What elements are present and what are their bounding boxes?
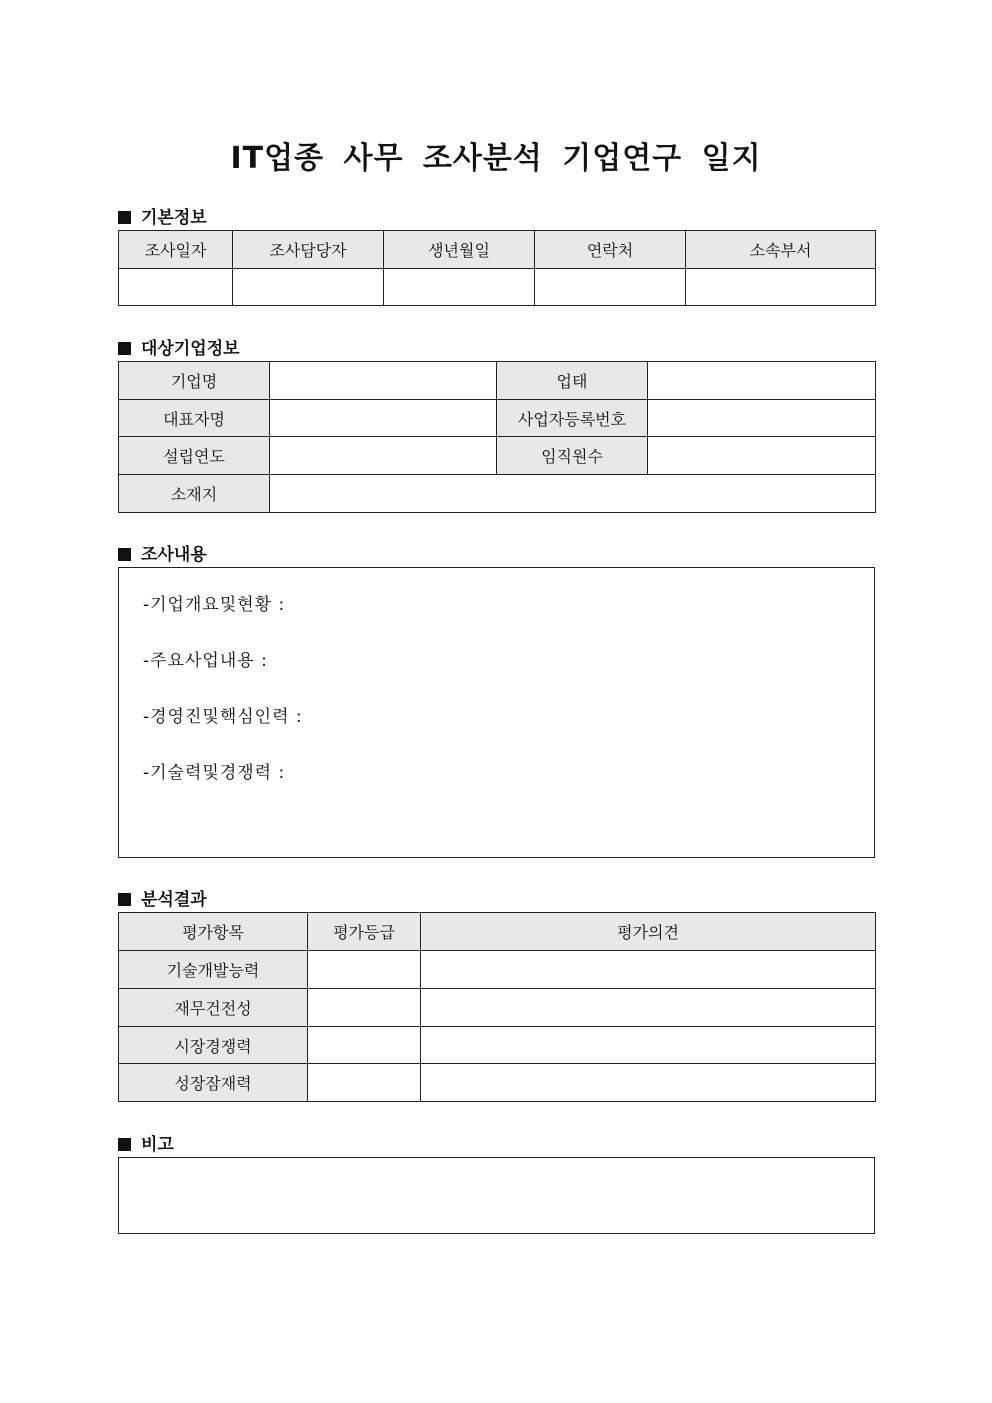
section-heading-result-label: 분석결과 xyxy=(141,890,207,910)
ceo-name-field[interactable] xyxy=(270,400,497,437)
eval-item-label: 시장경쟁력 xyxy=(119,1027,308,1064)
section-heading-note-label: 비고 xyxy=(141,1135,174,1155)
employees-field[interactable] xyxy=(648,437,876,475)
department-field[interactable] xyxy=(686,269,876,306)
content-line-management: -경영진및핵심인력 : xyxy=(143,707,303,727)
content-line-overview: -기업개요및현황 : xyxy=(143,595,286,615)
table-row xyxy=(119,989,876,1027)
birth-date-field[interactable] xyxy=(384,269,535,306)
square-bullet-icon xyxy=(118,1138,131,1151)
document-title: IT업종 사무 조사분석 기업연구 일지 xyxy=(230,141,762,176)
company-info-table xyxy=(118,361,876,513)
eval-opinion-field[interactable] xyxy=(421,1027,876,1064)
address-field[interactable] xyxy=(270,475,876,513)
section-heading-content-label: 조사내용 xyxy=(141,545,207,565)
registration-no-field[interactable] xyxy=(648,400,876,437)
table-row xyxy=(119,1027,876,1064)
basic-info-table xyxy=(118,230,876,306)
company-name-field[interactable] xyxy=(270,362,497,400)
eval-item-label: 성장잠재력 xyxy=(119,1064,308,1102)
label-employees: 임직원수 xyxy=(497,437,648,475)
eval-opinion-field[interactable] xyxy=(421,951,876,989)
label-founded-year: 설립연도 xyxy=(119,437,270,475)
surveyor-field[interactable] xyxy=(233,269,384,306)
section-heading-note xyxy=(118,1130,174,1155)
contact-field[interactable] xyxy=(535,269,686,306)
eval-grade-field[interactable] xyxy=(308,1064,421,1102)
section-heading-result xyxy=(118,885,207,910)
table-row xyxy=(119,1064,876,1102)
research-content-box[interactable] xyxy=(118,567,875,858)
header-birth-date: 생년월일 xyxy=(384,231,535,269)
header-department: 소속부서 xyxy=(686,231,876,269)
content-line-technology: -기술력및경쟁력 : xyxy=(143,763,286,783)
label-ceo-name: 대표자명 xyxy=(119,400,270,437)
eval-opinion-field[interactable] xyxy=(421,989,876,1027)
eval-item-label: 재무건전성 xyxy=(119,989,308,1027)
label-business-type: 업태 xyxy=(497,362,648,400)
founded-year-field[interactable] xyxy=(270,437,497,475)
square-bullet-icon xyxy=(118,893,131,906)
label-registration-no: 사업자등록번호 xyxy=(497,400,648,437)
section-heading-target-label: 대상기업정보 xyxy=(141,339,240,359)
section-heading-target xyxy=(118,334,240,359)
header-contact: 연락처 xyxy=(535,231,686,269)
eval-opinion-field[interactable] xyxy=(421,1064,876,1102)
header-surveyor: 조사담당자 xyxy=(233,231,384,269)
header-eval-opinion: 평가의견 xyxy=(421,913,876,951)
square-bullet-icon xyxy=(118,548,131,561)
content-line-business: -주요사업내용 : xyxy=(143,651,268,671)
eval-grade-field[interactable] xyxy=(308,951,421,989)
header-eval-grade: 평가등급 xyxy=(308,913,421,951)
eval-item-label: 기술개발능력 xyxy=(119,951,308,989)
label-address: 소재지 xyxy=(119,475,270,513)
header-survey-date: 조사일자 xyxy=(119,231,233,269)
label-company-name: 기업명 xyxy=(119,362,270,400)
table-row xyxy=(119,951,876,989)
section-heading-basic xyxy=(118,203,207,228)
eval-grade-field[interactable] xyxy=(308,1027,421,1064)
section-heading-basic-label: 기본정보 xyxy=(141,208,207,228)
section-heading-content xyxy=(118,540,207,565)
square-bullet-icon xyxy=(118,211,131,224)
eval-grade-field[interactable] xyxy=(308,989,421,1027)
survey-date-field[interactable] xyxy=(119,269,233,306)
note-box[interactable] xyxy=(118,1157,875,1234)
square-bullet-icon xyxy=(118,342,131,355)
analysis-table xyxy=(118,912,876,1102)
business-type-field[interactable] xyxy=(648,362,876,400)
header-eval-item: 평가항목 xyxy=(119,913,308,951)
